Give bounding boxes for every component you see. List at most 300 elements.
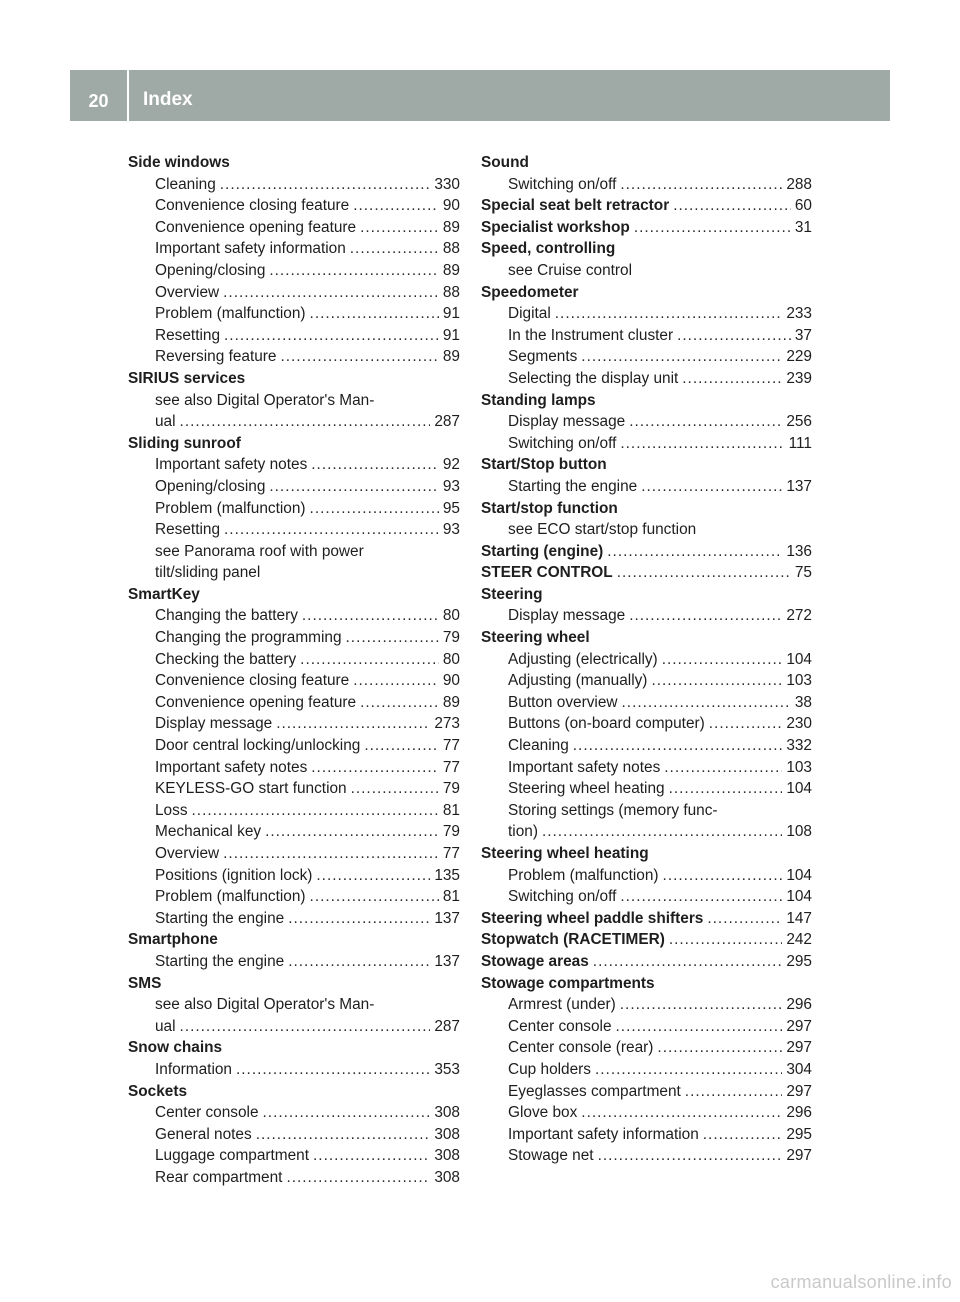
entry-label: Luggage compartment [155, 1147, 310, 1165]
section-title: Index [143, 89, 193, 110]
index-subentry [481, 1016, 812, 1038]
page-reference: 230 [786, 715, 812, 733]
dot-leader [313, 1145, 430, 1167]
entry-label: Convenience opening feature [155, 218, 357, 236]
dot-leader [360, 217, 439, 239]
page-reference: 136 [786, 542, 812, 560]
entry-label: Door central locking/unlocking [155, 737, 361, 755]
index-subentry [128, 303, 460, 325]
index-subentry [481, 670, 812, 692]
dot-leader [310, 303, 439, 325]
index-subentry [128, 1102, 460, 1124]
entry-label: Changing the programming [155, 629, 342, 647]
entry-label: Important safety information [155, 240, 346, 258]
dot-leader [351, 778, 439, 800]
dot-leader [300, 649, 439, 671]
dot-leader [353, 195, 439, 217]
entry-label: Cup holders [508, 1060, 591, 1078]
page-reference: 287 [434, 413, 460, 431]
index-heading-entry [481, 195, 812, 217]
index-subentry [481, 994, 812, 1016]
page-reference: 104 [786, 866, 812, 884]
entry-label: Display message [155, 715, 273, 733]
dot-leader [620, 433, 784, 455]
page-reference: 38 [794, 693, 812, 711]
page-reference: 297 [786, 1147, 812, 1165]
index-subentry [481, 1081, 812, 1103]
page-reference: 90 [442, 672, 460, 690]
dot-leader [346, 627, 439, 649]
index-subentry-text: tilt/sliding panel [155, 564, 261, 582]
page-reference: 330 [434, 175, 460, 193]
index-subentry [481, 346, 812, 368]
dot-leader [350, 238, 439, 260]
entry-label: Important safety notes [508, 758, 661, 776]
dot-leader [180, 1016, 431, 1038]
index-subentry [128, 649, 460, 671]
entry-label: Opening/closing [155, 477, 266, 495]
page-reference: 103 [786, 758, 812, 776]
index-subentry [481, 757, 812, 779]
entry-label: tion) [508, 823, 538, 841]
page-reference: 137 [434, 909, 460, 927]
index-heading-entry [481, 541, 812, 563]
dot-leader [573, 735, 783, 757]
index-subentry [481, 865, 812, 887]
page-reference: 256 [786, 413, 812, 431]
entry-label: Rear compartment [155, 1168, 283, 1186]
index-subentry [128, 238, 460, 260]
dot-leader [703, 1124, 783, 1146]
dot-leader [286, 1167, 430, 1189]
page-reference: 239 [786, 369, 812, 387]
entry-label: Cleaning [508, 737, 569, 755]
index-subentry-text: see ECO start/stop function [508, 521, 697, 539]
index-subentry [128, 195, 460, 217]
page-reference: 273 [434, 715, 460, 733]
index-subentry [128, 692, 460, 714]
index-column-left [128, 152, 460, 1189]
entry-label: Segments [508, 348, 578, 366]
entry-label: Important safety notes [155, 456, 308, 474]
dot-leader [634, 217, 791, 239]
entry-label: Stowage net [508, 1147, 594, 1165]
dot-leader [662, 649, 783, 671]
entry-label: Digital [508, 305, 551, 323]
index-subentry [128, 1059, 460, 1081]
entry-label: Starting (engine) [481, 542, 604, 560]
entry-label: Problem (malfunction) [155, 888, 306, 906]
index-subentry [481, 649, 812, 671]
index-heading: Standing lamps [481, 391, 596, 409]
entry-label: Reversing feature [155, 348, 277, 366]
dot-leader [364, 735, 439, 757]
dot-leader [629, 605, 782, 627]
page-reference: 308 [434, 1125, 460, 1143]
page-reference: 90 [442, 197, 460, 215]
index-subentry [128, 217, 460, 239]
index-subentry [128, 1145, 460, 1167]
entry-label: Resetting [155, 326, 221, 344]
entry-label: Problem (malfunction) [155, 305, 306, 323]
page-reference: 89 [442, 693, 460, 711]
page-reference: 295 [786, 952, 812, 970]
page-reference: 287 [434, 1017, 460, 1035]
dot-leader [593, 951, 783, 973]
entry-label: Important safety notes [155, 758, 308, 776]
index-subentry [481, 325, 812, 347]
index-subentry [481, 1059, 812, 1081]
page-reference: 288 [786, 175, 812, 193]
entry-label: Steering wheel paddle shifters [481, 909, 704, 927]
page-reference: 297 [786, 1017, 812, 1035]
index-subentry [128, 282, 460, 304]
dot-leader [581, 346, 782, 368]
index-subentry [128, 174, 460, 196]
dot-leader [709, 713, 783, 735]
index-heading: Steering wheel [481, 629, 590, 647]
index-subentry [128, 821, 460, 843]
index-subentry [128, 886, 460, 908]
dot-leader [276, 713, 430, 735]
index-subentry [128, 1167, 460, 1189]
page-reference: 104 [786, 780, 812, 798]
page-reference: 79 [442, 629, 460, 647]
dot-leader [617, 562, 791, 584]
page-reference: 79 [442, 780, 460, 798]
entry-label: Resetting [155, 521, 221, 539]
dot-leader [256, 1124, 431, 1146]
index-heading-entry [481, 929, 812, 951]
index-subentry [128, 454, 460, 476]
index-subentry [481, 778, 812, 800]
index-subentry [128, 843, 460, 865]
index-heading: Start/stop function [481, 499, 618, 517]
entry-label: Convenience closing feature [155, 197, 350, 215]
page-reference: 147 [786, 909, 812, 927]
index-subentry [481, 821, 812, 843]
entry-label: Selecting the display unit [508, 369, 679, 387]
index-subentry [128, 757, 460, 779]
entry-label: Convenience opening feature [155, 693, 357, 711]
page-reference: 295 [786, 1125, 812, 1143]
entry-label: Display message [508, 413, 626, 431]
dot-leader [620, 174, 782, 196]
index-heading: Start/Stop button [481, 456, 607, 474]
page-reference: 81 [442, 888, 460, 906]
entry-label: Display message [508, 607, 626, 625]
dot-leader [310, 498, 439, 520]
entry-label: Loss [155, 801, 188, 819]
page-reference: 297 [786, 1082, 812, 1100]
page-reference: 93 [442, 477, 460, 495]
page-reference: 37 [794, 326, 812, 344]
index-heading: Steering [481, 585, 543, 603]
dot-leader [677, 325, 791, 347]
dot-leader [302, 605, 439, 627]
dot-leader [269, 260, 439, 282]
index-heading: Stowage compartments [481, 974, 655, 992]
entry-label: Problem (malfunction) [155, 499, 306, 517]
entry-label: Switching on/off [508, 888, 617, 906]
entry-label: Starting the engine [155, 909, 285, 927]
index-subentry [481, 1124, 812, 1146]
index-subentry [481, 1037, 812, 1059]
page-reference: 91 [442, 326, 460, 344]
dot-leader [598, 1145, 783, 1167]
entry-label: Specialist workshop [481, 218, 630, 236]
index-subentry [128, 519, 460, 541]
index-subentry [481, 1102, 812, 1124]
dot-leader [192, 800, 439, 822]
index-heading: SIRIUS services [128, 369, 246, 387]
index-subentry [481, 433, 812, 455]
dot-leader [673, 195, 791, 217]
dot-leader [707, 908, 782, 930]
page-reference: 91 [442, 305, 460, 323]
index-heading: Speed, controlling [481, 240, 616, 258]
page-reference: 89 [442, 348, 460, 366]
page-number: 20 [88, 91, 109, 111]
page-reference: 104 [786, 888, 812, 906]
index-subentry [128, 951, 460, 973]
index-subentry [128, 498, 460, 520]
page-reference: 103 [786, 672, 812, 690]
dot-leader [180, 411, 431, 433]
index-subentry-text: see Cruise control [508, 261, 633, 279]
page-reference: 308 [434, 1104, 460, 1122]
entry-label: STEER CONTROL [481, 564, 613, 582]
index-heading-entry [481, 217, 812, 239]
index-subentry [128, 346, 460, 368]
entry-label: Problem (malfunction) [508, 866, 659, 884]
index-subentry [128, 1124, 460, 1146]
entry-label: Center console [508, 1017, 612, 1035]
page-reference: 353 [434, 1060, 460, 1078]
dot-leader [669, 778, 783, 800]
entry-label: Changing the battery [155, 607, 298, 625]
index-heading: Sockets [128, 1082, 188, 1100]
dot-leader [651, 670, 782, 692]
dot-leader [620, 994, 783, 1016]
page-reference: 93 [442, 521, 460, 539]
page-reference: 296 [786, 1104, 812, 1122]
index-subentry [481, 411, 812, 433]
page-reference: 104 [786, 650, 812, 668]
dot-leader [220, 174, 431, 196]
dot-leader [669, 929, 782, 951]
dot-leader [555, 303, 783, 325]
entry-label: Overview [155, 845, 220, 862]
entry-label: General notes [155, 1125, 252, 1143]
index-subentry [128, 627, 460, 649]
index-subentry [128, 713, 460, 735]
index-heading: Sound [481, 154, 529, 171]
page-reference: 111 [788, 434, 812, 452]
page-reference: 332 [786, 737, 812, 755]
index-subentry [481, 605, 812, 627]
entry-label: In the Instrument cluster [508, 326, 674, 344]
entry-label: Overview [155, 283, 220, 301]
entry-label: Information [155, 1060, 232, 1078]
dot-leader [616, 1016, 783, 1038]
dot-leader [288, 908, 430, 930]
page-reference: 81 [442, 801, 460, 819]
index-subentry [128, 778, 460, 800]
index-subentry [481, 1145, 812, 1167]
entry-label: Switching on/off [508, 434, 617, 452]
page-reference: 77 [442, 845, 460, 862]
index-subentry [128, 325, 460, 347]
page-reference: 89 [442, 218, 460, 236]
entry-label: Stopwatch (RACETIMER) [481, 931, 665, 949]
dot-leader [664, 757, 782, 779]
dot-leader [581, 1102, 782, 1124]
entry-label: Stowage areas [481, 952, 589, 970]
entry-label: Special seat belt retractor [481, 197, 670, 215]
page-reference: 95 [442, 499, 460, 517]
dot-leader [685, 1081, 783, 1103]
entry-label: Opening/closing [155, 261, 266, 279]
dot-leader [263, 1102, 431, 1124]
index-subentry-text: Storing settings (memory func- [508, 801, 718, 819]
index-subentry [481, 476, 812, 498]
entry-label: Mechanical key [155, 823, 262, 841]
page-reference: 304 [786, 1060, 812, 1078]
index-heading: Sliding sunroof [128, 434, 241, 452]
index-subentry [128, 865, 460, 887]
entry-label: Center console (rear) [508, 1039, 654, 1057]
entry-label: Armrest (under) [508, 996, 616, 1014]
entry-label: Starting the engine [508, 477, 638, 495]
dot-leader [360, 692, 439, 714]
index-heading: SMS [128, 974, 162, 992]
page-reference: 77 [442, 737, 460, 755]
entry-label: ual [155, 413, 176, 431]
entry-label: Cleaning [155, 175, 216, 193]
index-column-right [481, 152, 812, 1167]
dot-leader [223, 843, 439, 865]
index-subentry [481, 735, 812, 757]
page-reference: 272 [786, 607, 812, 625]
entry-label: Convenience closing feature [155, 672, 350, 690]
index-subentry [128, 605, 460, 627]
index-subentry [481, 368, 812, 390]
index-heading: Side windows [128, 154, 230, 171]
index-heading: Speedometer [481, 283, 579, 301]
page-reference: 80 [442, 607, 460, 625]
page-reference: 75 [794, 564, 812, 582]
dot-leader [620, 886, 782, 908]
entry-label: Buttons (on-board computer) [508, 715, 705, 733]
entry-label: Positions (ignition lock) [155, 866, 313, 884]
page-reference: 60 [794, 197, 812, 215]
entry-label: ual [155, 1017, 176, 1035]
entry-label: Steering wheel heating [508, 780, 665, 798]
index-subentry [128, 260, 460, 282]
page-reference: 79 [442, 823, 460, 841]
entry-label: Adjusting (manually) [508, 672, 648, 690]
page-reference: 233 [786, 305, 812, 323]
entry-label: Eyeglasses compartment [508, 1082, 681, 1100]
page-reference: 297 [786, 1039, 812, 1057]
header-bar [70, 70, 890, 121]
page-reference: 92 [442, 456, 460, 474]
dot-leader [288, 951, 430, 973]
entry-label: Checking the battery [155, 650, 297, 668]
index-subentry [481, 886, 812, 908]
entry-label: Center console [155, 1104, 259, 1122]
page-reference: 88 [442, 240, 460, 258]
entry-label: KEYLESS-GO start function [155, 780, 347, 798]
dot-leader [657, 1037, 782, 1059]
dot-leader [682, 368, 782, 390]
page-reference: 296 [786, 996, 812, 1014]
index-heading: Snow chains [128, 1039, 223, 1057]
entry-label: Glove box [508, 1104, 578, 1122]
index-subentry-text: see also Digital Operator's Man- [155, 391, 375, 409]
entry-label: Switching on/off [508, 175, 617, 193]
page-reference: 229 [786, 348, 812, 366]
index-subentry-text: see Panorama roof with power [155, 542, 364, 560]
dot-leader [311, 454, 439, 476]
index-subentry [128, 735, 460, 757]
index-subentry [128, 800, 460, 822]
index-heading: Steering wheel heating [481, 845, 649, 862]
page-reference: 108 [786, 823, 812, 841]
page-reference: 77 [442, 758, 460, 776]
index-subentry [128, 1016, 460, 1038]
index-heading-entry [481, 951, 812, 973]
page-reference: 308 [434, 1168, 460, 1186]
index-subentry [481, 692, 812, 714]
dot-leader [224, 325, 439, 347]
index-heading: Smartphone [128, 931, 218, 949]
page-reference: 308 [434, 1147, 460, 1165]
watermark: carmanualsonline.info [770, 1272, 952, 1292]
index-subentry [128, 670, 460, 692]
dot-leader [280, 346, 438, 368]
index-subentry [481, 713, 812, 735]
index-heading: SmartKey [128, 585, 200, 603]
index-subentry [481, 174, 812, 196]
page-reference: 80 [442, 650, 460, 668]
entry-label: Button overview [508, 693, 618, 711]
index-subentry [481, 303, 812, 325]
dot-leader [641, 476, 782, 498]
dot-leader [663, 865, 783, 887]
page-reference: 137 [786, 477, 812, 495]
dot-leader [316, 865, 430, 887]
dot-leader [224, 519, 439, 541]
dot-leader [622, 692, 791, 714]
page-reference: 31 [794, 218, 812, 236]
entry-label: Adjusting (electrically) [508, 650, 658, 668]
dot-leader [265, 821, 439, 843]
dot-leader [353, 670, 439, 692]
page-reference: 135 [434, 866, 460, 884]
index-heading-entry [481, 908, 812, 930]
dot-leader [542, 821, 782, 843]
entry-label: Starting the engine [155, 952, 285, 970]
index-subentry [128, 476, 460, 498]
dot-leader [223, 282, 439, 304]
page-reference: 88 [442, 283, 460, 301]
dot-leader [269, 476, 439, 498]
entry-label: Important safety information [508, 1125, 699, 1143]
dot-leader [311, 757, 439, 779]
header-divider [127, 70, 129, 121]
